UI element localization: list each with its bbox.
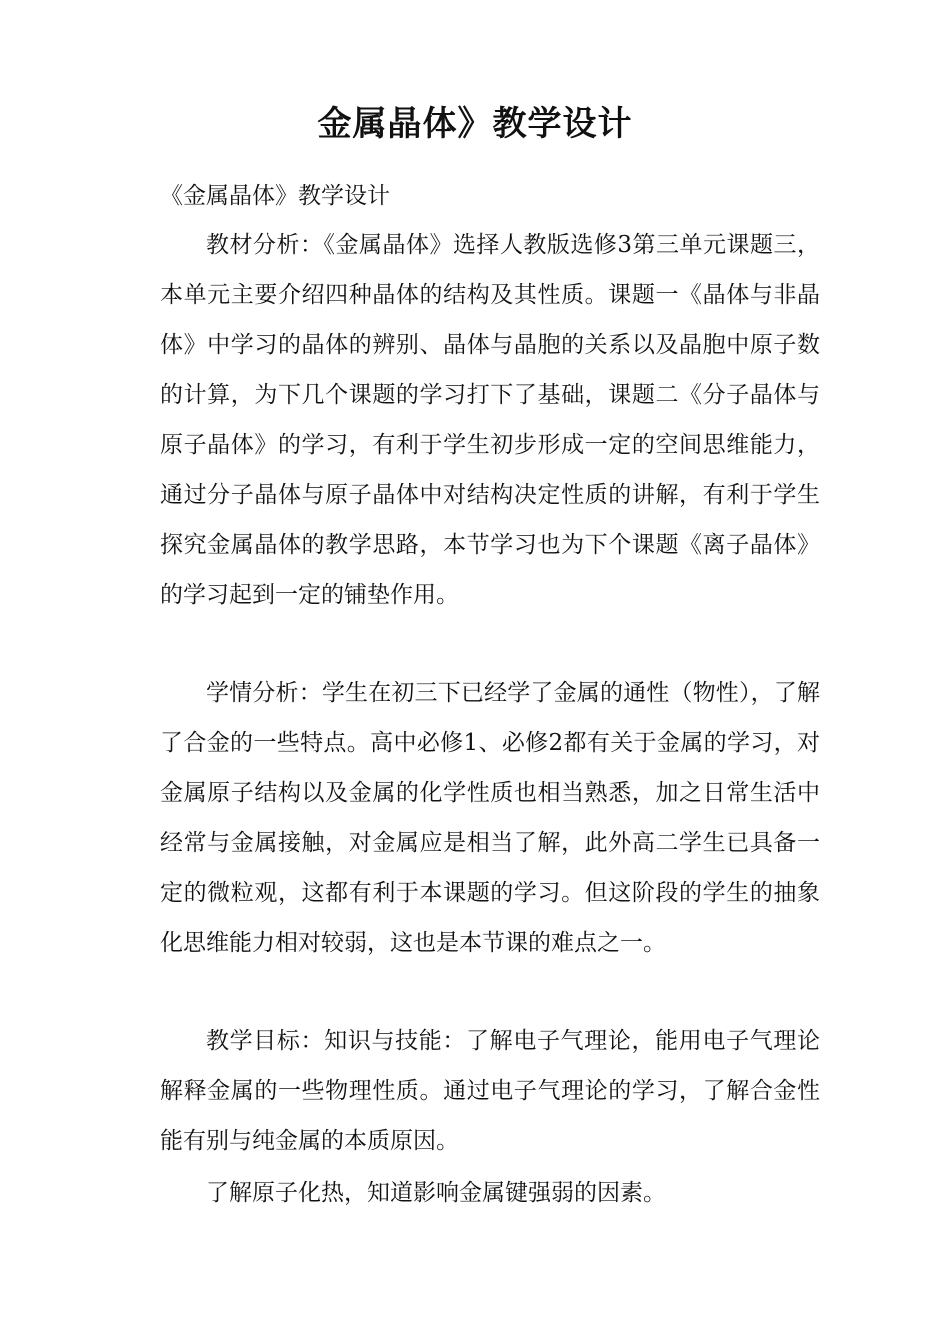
document-subtitle: 《金属晶体》教学设计 <box>160 183 390 209</box>
document-title: 金属晶体》教学设计 <box>317 104 633 144</box>
paragraph-teaching-goals: 教学目标：知识与技能：了解电子气理论，能用电子气理论解释金属的一些物理性质。通过电子气理论的学习，了解合金性能有别与纯金属的本质原因。 <box>160 1028 820 1154</box>
paragraph-atomization-heat: 了解原子化热，知道影响金属键强弱的因素。 <box>206 1180 666 1206</box>
paragraph-textbook-analysis: 教材分析：《金属晶体》选择人教版选修3第三单元课题三，本单元主要介绍四种晶体的结构及其性质。课题一《晶体与非晶体》中学习的晶体的辨别、晶体与晶胞的关系以及晶胞中原子数的计算，为下几个课题的学习打下了基础，课题二《分子晶体与原子晶体》的学习，有利于学生初步形成一定的空间思维能力，通过分子晶体与原子晶体中对结构决定性质的讲解，有利于学生探究金属晶体的教学思路，本节学习也为下个课题《离子晶体》的学习起到一定的铺垫作用。 <box>160 232 820 608</box>
paragraph-student-analysis: 学情分析：学生在初三下已经学了金属的通性（物性），了解了合金的一些特点。高中必修1、必修2都有关于金属的学习，对金属原子结构以及金属的化学性质也相当熟悉，加之日常生活中经常与金属接触，对金属应是相当了解，此外高二学生已具备一定的微粒观，这都有利于本课题的学习。但这阶段的学生的抽象化思维能力相对较弱，这也是本节课的难点之一。 <box>160 680 820 956</box>
